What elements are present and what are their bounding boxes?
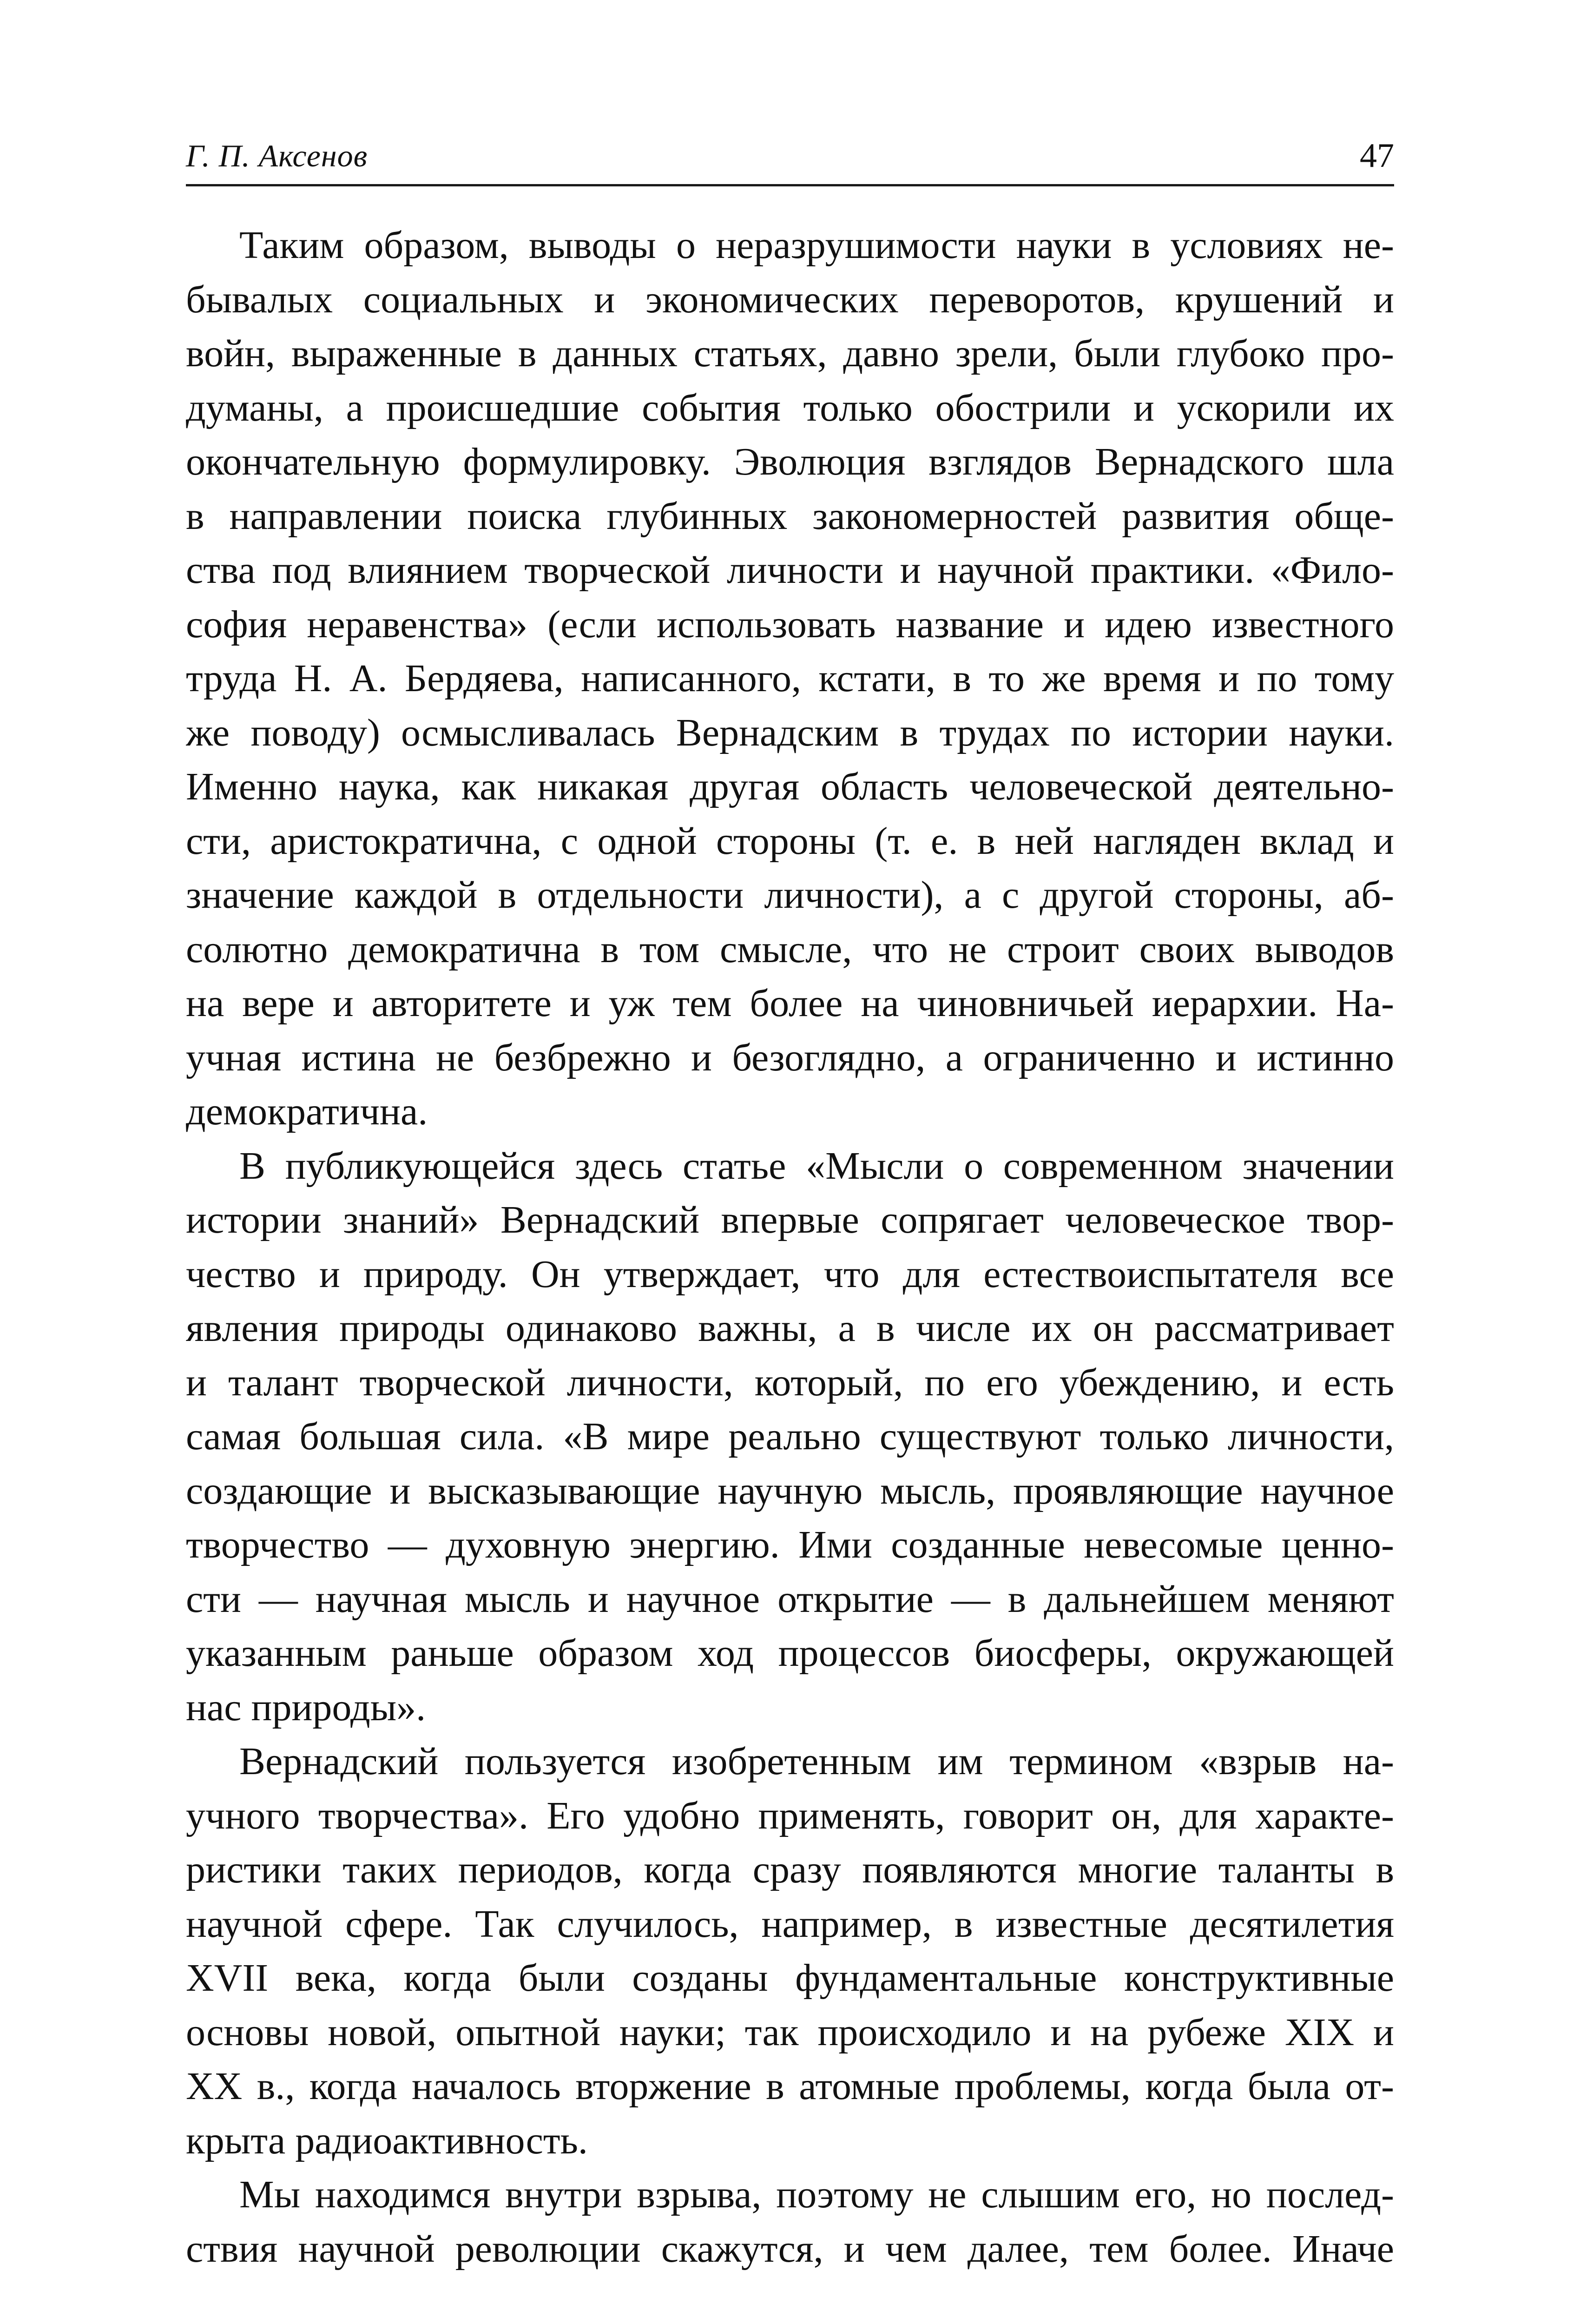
text-line: ристики таких периодов, когда сразу появляются многие таланты в: [186, 1848, 1394, 1891]
text-line: В публикующейся здесь статье «Мысли о современном значении: [239, 1144, 1394, 1188]
text-line: нас природы».: [186, 1685, 426, 1729]
text-line: значение каждой в отдельности личности), а с другой стороны, аб-: [186, 873, 1394, 917]
text-line: самая большая сила. «В мире реально существуют только личности,: [186, 1415, 1394, 1458]
text-line: научной сфере. Так случилось, например, в известные десятилетия: [186, 1902, 1394, 1946]
text-line: творчество — духовную энергию. Ими созданные невесомые ценно-: [186, 1523, 1394, 1566]
text-line: Мы находимся внутри взрыва, поэтому не слышим его, но послед-: [239, 2173, 1394, 2216]
text-line: Таким образом, выводы о неразрушимости науки в условиях не-: [239, 224, 1394, 267]
running-head-author: Г. П. Аксенов: [186, 138, 368, 173]
paragraph: [186, 218, 1394, 1139]
text-line: Вернадский пользуется изобретенным им термином «взрыв на-: [239, 1740, 1394, 1783]
paragraph: [186, 1735, 1394, 2168]
text-line: ства под влиянием творческой личности и научной практики. «Фило-: [186, 548, 1394, 592]
text-line: же поводу) осмысливалась Вернадским в трудах по истории науки.: [186, 711, 1394, 754]
paragraph: [186, 1139, 1394, 1735]
text-line: сти, аристократична, с одной стороны (т. е. в ней нагляден вклад и: [186, 819, 1394, 863]
header-rule: [186, 184, 1394, 186]
book-page: [186, 0, 1394, 2324]
text-line: войн, выраженные в данных статьях, давно зрели, были глубоко про-: [186, 332, 1394, 375]
text-line: окончательную формулировку. Эволюция взглядов Вернадского шла: [186, 440, 1394, 483]
text-line: демократична.: [186, 1090, 428, 1133]
body-text: [186, 218, 1394, 2276]
running-header: [186, 132, 1394, 184]
text-line: учного творчества». Его удобно применять, говорит он, для характе-: [186, 1794, 1394, 1837]
text-line: сти — научная мысль и научное открытие — в дальнейшем меняют: [186, 1577, 1394, 1621]
text-line: XVII века, когда были созданы фундаментальные конструктивные: [186, 1956, 1394, 2000]
text-line: бывалых социальных и экономических переворотов, крушений и: [186, 277, 1394, 321]
text-line: крыта радиоактивность.: [186, 2119, 588, 2162]
text-line: истории знаний» Вернадский впервые сопрягает человеческое твор-: [186, 1198, 1394, 1241]
text-line: XX в., когда началось вторжение в атомные проблемы, когда была от-: [186, 2065, 1394, 2108]
text-line: в направлении поиска глубинных закономерностей развития обще-: [186, 494, 1394, 538]
text-line: создающие и высказывающие научную мысль, проявляющие научное: [186, 1469, 1394, 1512]
text-line: и талант творческой личности, который, по его убеждению, и есть: [186, 1360, 1394, 1404]
paragraph: [186, 2168, 1394, 2276]
page-number: 47: [1360, 137, 1394, 175]
text-line: основы новой, опытной науки; так происходило и на рубеже XIX и: [186, 2010, 1394, 2054]
text-line: ствия научной революции скажутся, и чем далее, тем более. Иначе: [186, 2227, 1394, 2271]
text-line: чество и природу. Он утверждает, что для естествоиспытателя все: [186, 1252, 1394, 1296]
text-line: труда Н. А. Бердяева, написанного, кстати, в то же время и по тому: [186, 657, 1394, 700]
text-line: учная истина не безбрежно и безоглядно, а ограниченно и истинно: [186, 1036, 1394, 1079]
text-line: указанным раньше образом ход процессов биосферы, окружающей: [186, 1631, 1394, 1675]
text-line: солютно демократична в том смысле, что не строит своих выводов: [186, 927, 1394, 971]
text-line: думаны, а происшедшие события только обострили и ускорили их: [186, 386, 1394, 429]
text-line: Именно наука, как никакая другая область человеческой деятельно-: [186, 765, 1394, 808]
text-line: на вере и авторитете и уж тем более на чиновничьей иерархии. На-: [186, 982, 1394, 1025]
text-line: софия неравенства» (если использовать название и идею известного: [186, 602, 1394, 646]
text-line: явления природы одинаково важны, а в числе их он рассматривает: [186, 1307, 1394, 1350]
